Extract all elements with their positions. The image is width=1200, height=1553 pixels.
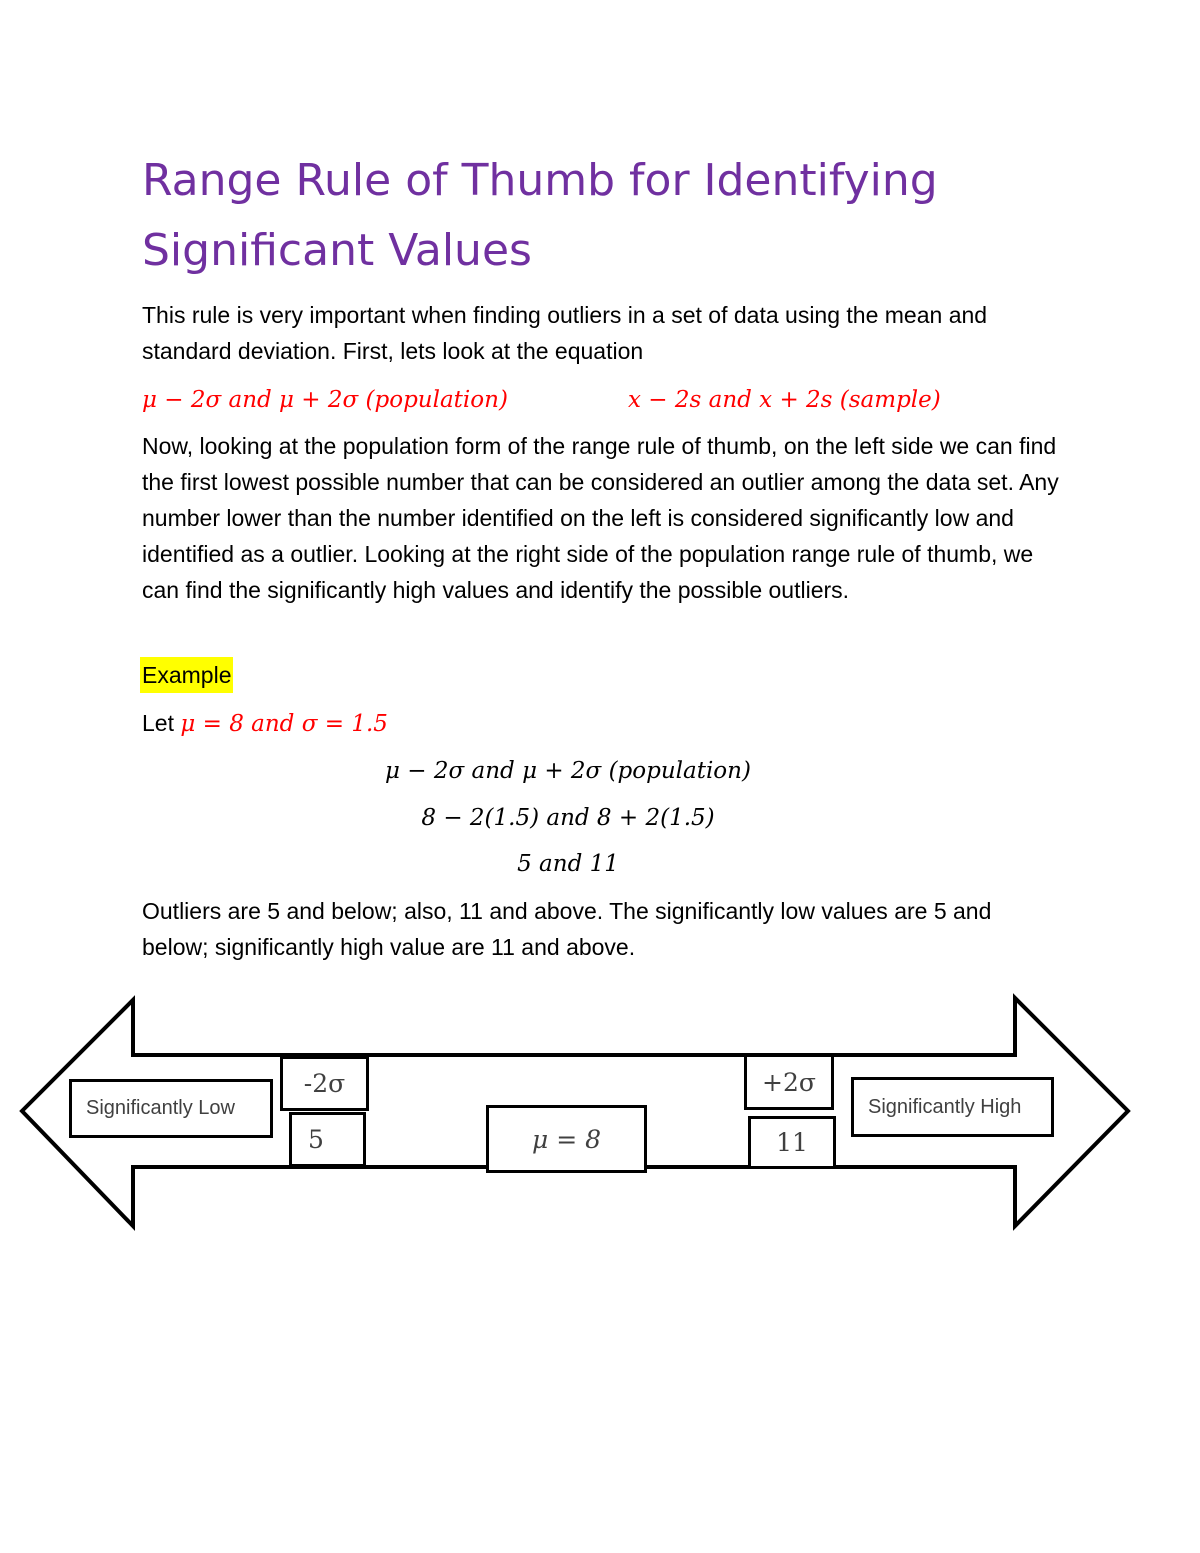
mean-box: μ = 8 [486, 1105, 647, 1173]
high-value-box: 11 [748, 1116, 836, 1169]
step-substitution: 8 − 2(1.5) and 8 + 2(1.5) [421, 805, 715, 831]
formula-population: μ − 2σ and μ + 2σ (population) [142, 387, 508, 413]
step-formula: μ − 2σ and μ + 2σ (population) [385, 758, 751, 784]
low-value-box: 5 [289, 1112, 366, 1167]
significantly-high-box: Significantly High [851, 1077, 1054, 1137]
let-math: μ = 8 and σ = 1.5 [180, 711, 388, 737]
minus-two-sigma-box: -2σ [280, 1056, 369, 1111]
conclusion-paragraph: Outliers are 5 and below; also, 11 and above. The significantly low values are 5 and below; significantly high value are 11 and above. [142, 898, 992, 960]
formula-sample: x − 2s and x + 2s (sample) [628, 387, 941, 413]
intro-paragraph: This rule is very important when finding outliers in a set of data using the mean and standard deviation. First, lets look at the equation [142, 302, 988, 364]
explanation-paragraph: Now, looking at the population form of the range rule of thumb, on the left side we can find the first lowest possible number that can be considered an outlier among the data set. Any number lower than the number identified on the left is considered significantly low and identified as a outlier. Looking at the right side of the population range rule of thumb, we can find the significantly high values and identify the possible outliers. [142, 433, 1059, 603]
page-title: Range Rule of Thumb for Identifying Significant Values [142, 155, 938, 276]
plus-two-sigma-box: +2σ [744, 1054, 834, 1110]
significantly-low-box: Significantly Low [69, 1079, 273, 1138]
step-result: 5 and 11 [517, 851, 619, 877]
let-prefix: Let [142, 710, 181, 736]
example-label: Example [140, 657, 233, 693]
